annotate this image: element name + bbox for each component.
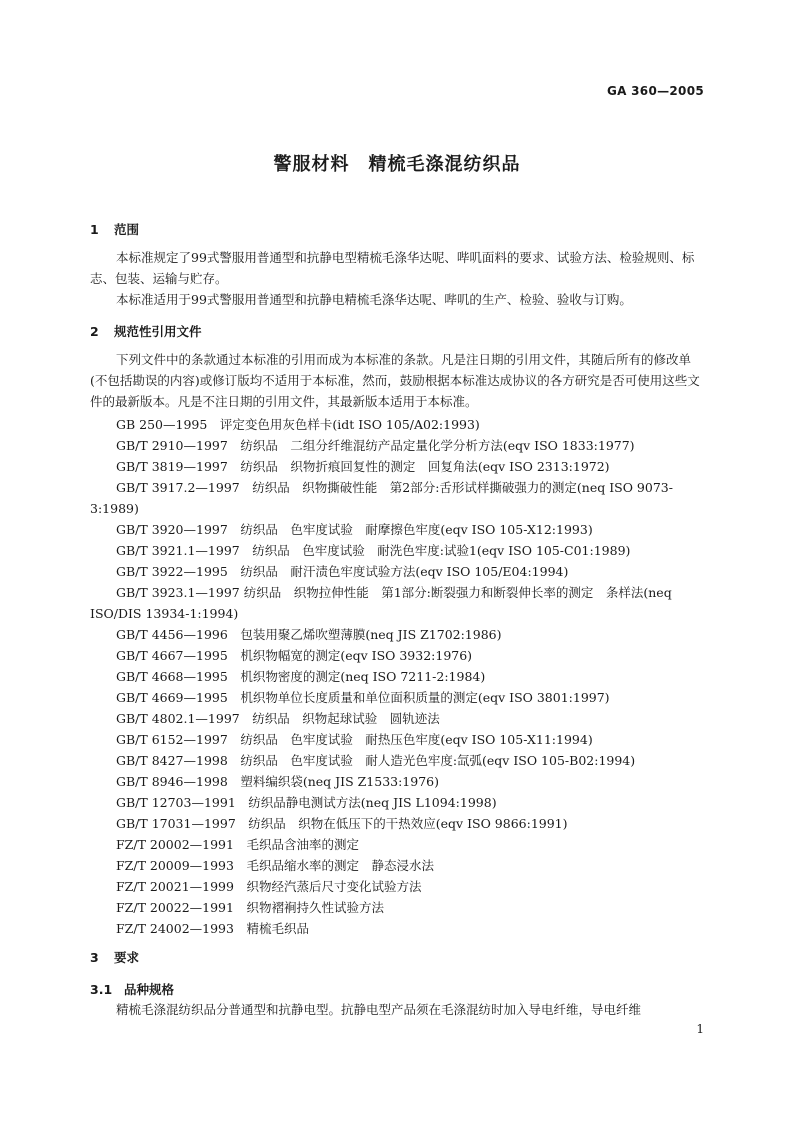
section-3-heading — [90, 948, 139, 966]
reference-item: GB/T 12703—1991 纺织品静电测试方法(neq JIS L1094:1998) — [116, 795, 497, 810]
section-2-heading — [90, 322, 202, 340]
page-number: 1 — [696, 1022, 704, 1036]
reference-item — [90, 582, 706, 624]
reference-item: GB/T 8946—1998 塑料编织袋(neq JIS Z1533:1976) — [116, 774, 439, 789]
scope-paragraph-2 — [90, 289, 706, 310]
reference-item: GB/T 4667—1995 机织物幅宽的测定(eqv ISO 3932:1976) — [116, 648, 473, 663]
normative-intro-text: 下列文件中的条款通过本标准的引用而成为本标准的条款。凡是注日期的引用文件，其随后所有的修改单(不包括勘误的内容)或修订版均不适用于本标准，然而，鼓励根据本标准达成协议的各方研究是否可使用这些文件的最新版本。凡是不注日期的引用文件，其最新版本适用于本标准。 — [90, 352, 700, 409]
reference-item: GB 250—1995 评定变色用灰色样卡(idt ISO 105/A02:1993) — [116, 417, 480, 432]
scope-paragraph-1 — [90, 247, 706, 289]
reference-item: FZ/T 20021—1999 织物经汽蒸后尺寸变化试验方法 — [116, 879, 422, 894]
scope-text-2: 本标准适用于99式警服用普通型和抗静电精梳毛涤华达呢、哔叽的生产、检验、验收与订购。 — [116, 292, 632, 307]
reference-item: GB/T 2910—1997 纺织品 二组分纤维混纺产品定量化学分析方法(eqv ISO 1833:1977) — [116, 438, 635, 453]
reference-item: GB/T 4668—1995 机织物密度的测定(neq ISO 7211-2:1984) — [116, 669, 486, 684]
reference-item — [90, 477, 706, 519]
section-title: 规范性引用文件 — [114, 324, 202, 339]
requirements-text: 精梳毛涤混纺织品分普通型和抗静电型。抗静电型产品须在毛涤混纺时加入导电纤维，导电纤维 — [116, 1002, 642, 1017]
section-number: 1 — [90, 222, 99, 237]
requirements-paragraph — [90, 999, 706, 1020]
reference-text: GB/T 3923.1—1997 纺织品 织物拉伸性能 第1部分:断裂强力和断裂伸长率的测定 条样法(neq ISO/DIS 13934-1:1994) — [90, 585, 672, 621]
reference-item: GB/T 8427—1998 纺织品 色牢度试验 耐人造光色牢度:氙弧(eqv ISO 105-B02:1994) — [116, 753, 636, 768]
reference-item: GB/T 4802.1—1997 纺织品 织物起球试验 圆轨迹法 — [116, 711, 440, 726]
section-1-heading — [90, 220, 139, 238]
section-title: 要求 — [114, 950, 140, 965]
reference-item: FZ/T 20022—1991 织物褶裥持久性试验方法 — [116, 900, 384, 915]
normative-intro-paragraph — [90, 349, 706, 412]
reference-item: GB/T 3819—1997 纺织品 织物折痕回复性的测定 回复角法(eqv ISO 2313:1972) — [116, 459, 610, 474]
document-title: 警服材料 精梳毛涤混纺织品 — [273, 154, 521, 175]
section-number: 3 — [90, 950, 99, 965]
standard-code: GA 360—2005 — [606, 84, 704, 98]
reference-item: GB/T 4456—1996 包装用聚乙烯吹塑薄膜(neq JIS Z1702:1986) — [116, 627, 502, 642]
section-number: 2 — [90, 324, 99, 339]
reference-item: GB/T 3921.1—1997 纺织品 色牢度试验 耐洗色牢度:试验1(eqv ISO 105-C01:1989) — [116, 543, 631, 558]
reference-item: GB/T 3922—1995 纺织品 耐汗渍色牢度试验方法(eqv ISO 105/E04:1994) — [116, 564, 569, 579]
reference-list — [90, 414, 706, 939]
subsection-title: 品种规格 — [124, 982, 175, 997]
subsection-number: 3.1 — [90, 982, 113, 997]
scope-text-1: 本标准规定了99式警服用普通型和抗静电型精梳毛涤华达呢、哔叽面料的要求、试验方法、检验规则、标志、包装、运输与贮存。 — [90, 250, 695, 286]
reference-item: GB/T 17031—1997 纺织品 织物在低压下的干热效应(eqv ISO 9866:1991) — [116, 816, 568, 831]
reference-item: FZ/T 24002—1993 精梳毛织品 — [116, 921, 309, 936]
reference-item: FZ/T 20009—1993 毛织品缩水率的测定 静态浸水法 — [116, 858, 434, 873]
reference-item: GB/T 3920—1997 纺织品 色牢度试验 耐摩擦色牢度(eqv ISO 105-X12:1993) — [116, 522, 593, 537]
reference-item: GB/T 6152—1997 纺织品 色牢度试验 耐热压色牢度(eqv ISO 105-X11:1994) — [116, 732, 593, 747]
reference-item: FZ/T 20002—1991 毛织品含油率的测定 — [116, 837, 359, 852]
section-title: 范围 — [114, 222, 140, 237]
reference-item: GB/T 4669—1995 机织物单位长度质量和单位面积质量的测定(eqv ISO 3801:1997) — [116, 690, 610, 705]
reference-text: GB/T 3917.2—1997 纺织品 织物撕破性能 第2部分:舌形试样撕破强力的测定(neq ISO 9073-3:1989) — [90, 480, 673, 516]
subsection-3-1-heading — [90, 980, 174, 998]
